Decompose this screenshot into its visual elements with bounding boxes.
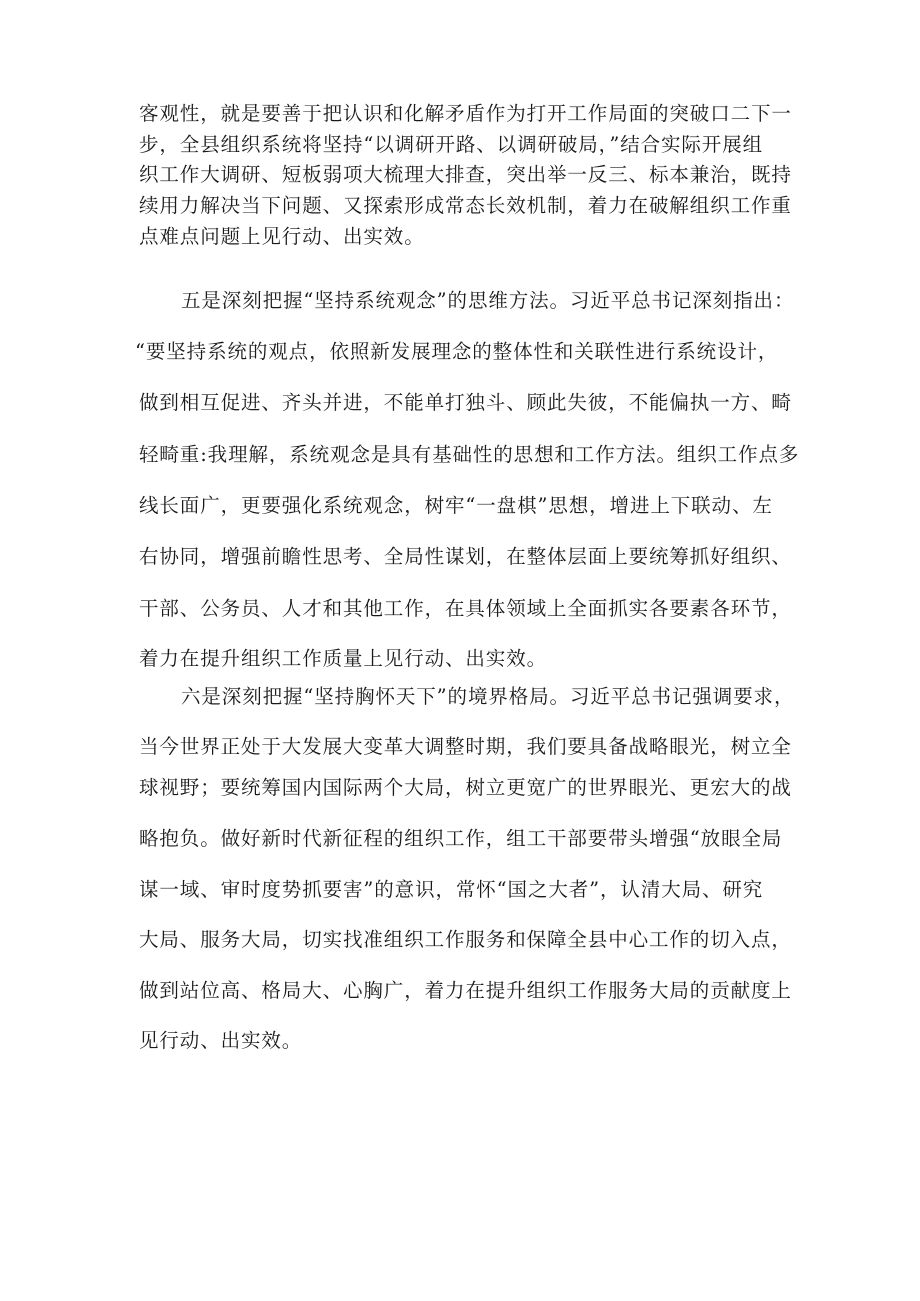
text-line: 织工作大调研、短板弱项大梳理大排查，突出举一反三、标本兼治，既持 (139, 163, 792, 186)
text-line: 轻畸重:我理解，系统观念是具有基础性的思想和工作方法。组织工作点多 (139, 443, 800, 466)
text-line: 大局、服务大局，切实找准组织工作服务和保障全县中心工作的切入点， (139, 928, 792, 951)
text-line: “要坚持系统的观点，依照新发展理念的整体性和关联性进行系统设计， (135, 340, 779, 363)
text-line: 着力在提升组织工作质量上见行动、出实效。 (139, 647, 548, 670)
text-line: 右协同，增强前瞻性思考、全局性谋划，在整体层面上要统筹抓好组织、 (139, 545, 792, 568)
text-line: 续用力解决当下问题、又探索形成常态长效机制，着力在破解组织工作重 (139, 194, 792, 217)
text-line: 略抱负。做好新时代新征程的组织工作，组工干部要带头增强“放眼全局 (139, 827, 783, 850)
text-line: 谋一域、审时度势抓要害”的意识，常怀“国之大者”，认清大局、研究 (139, 878, 764, 901)
text-line: 六是深刻把握“坚持胸怀天下”的境界格局。习近平总书记强调要求， (181, 685, 795, 708)
text-line: 步，全县组织系统将坚持“以调研开路、以调研破局，”结合实际开展组 (139, 133, 763, 156)
text-line: 客观性，就是要善于把认识和化解矛盾作为打开工作局面的突破口二下一 (139, 102, 792, 125)
text-line: 当今世界正处于大发展大变革大调整时期，我们要具备战略眼光，树立全 (139, 735, 792, 758)
text-line: 干部、公务员、人才和其他工作，在具体领域上全面抓实各要素各环节， (139, 597, 792, 620)
text-line: 线长面广，更要强化系统观念，树牢“一盘棋”思想，增进上下联动、左 (139, 494, 773, 517)
text-line: 点难点问题上见行动、出实效。 (139, 225, 425, 248)
text-line: 做到站位高、格局大、心胸广，着力在提升组织工作服务大局的贡献度上 (139, 979, 792, 1002)
text-line: 见行动、出实效。 (139, 1029, 303, 1052)
text-line: 五是深刻把握“坚持系统观念”的思维方法。习近平总书记深刻指出： (181, 289, 795, 312)
text-line: 球视野；要统筹国内国际两个大局，树立更宽广的世界眼光、更宏大的战 (139, 776, 792, 799)
text-line: 做到相互促进、齐头并进，不能单打独斗、顾此失彼，不能偏执一方、畸 (139, 391, 792, 414)
